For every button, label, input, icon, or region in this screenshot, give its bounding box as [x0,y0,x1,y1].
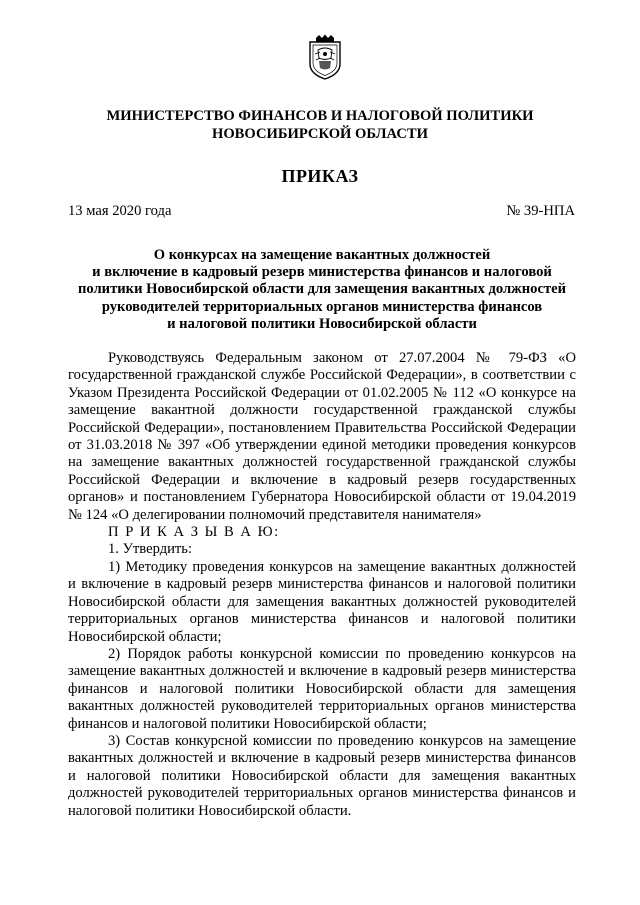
document-body [68,350,576,820]
document-type-title: ПРИКАЗ [281,166,359,186]
subject-line-4: руководителей территориальных органов министерства финансов [101,298,543,315]
item-1-2: 2) Порядок работы конкурсной комиссии по проведению конкурсов на замещение вакантных должностей и включение в кадровый резерв министерства финансов и налоговой политики Новосибирской области для замещения вакантных должностей руководителей территориальных органов министерства финансов и налоговой политики Новосибирской области; [68,645,576,732]
subject-line-5: и налоговой политики Новосибирской области [167,315,477,332]
document-date: 13 мая 2020 года [68,203,172,219]
ministry-line-2: НОВОСИБИРСКОЙ ОБЛАСТИ [211,126,428,142]
ministry-line-1: МИНИСТЕРСТВО ФИНАНСОВ И НАЛОГОВОЙ ПОЛИТИКИ [106,108,534,124]
item-1: 1. Утвердить: [108,541,193,558]
subject-line-2: и включение в кадровый резерв министерства финансов и налоговой [92,264,552,281]
ministry-name [40,107,600,143]
document-number: № 39-НПА [506,203,575,219]
preamble-paragraph: Руководствуясь Федеральным законом от 27.07.2004 № 79-ФЗ «О государственной гражданской службе Российской Федерации», в соответствии с Указом Президента Российской Федерации от 01.02.2005 № 112 «О конкурсе на замещение вакантной должности государственной гражданской службы Российской Федерации», постановлением Правительства Российской Федерации от 31.03.2018 № 397 «Об утверждении единой методики проведения конкурсов на замещение вакантных должностей государственной гражданской службы Российской Федерации и включение в кадровый резерв государственных органов» и постановлением Губернатора Новосибирской области от 19.04.2019 № 124 «О делегировании полномочий представителя нанимателя» [68,350,576,523]
order-directive: П Р И К А З Ы В А Ю: [108,524,280,541]
document-subject [68,247,576,333]
item-1-3: 3) Состав конкурсной комиссии по проведению конкурсов на замещение вакантных должностей и включение в кадровый резерв министерства финансов и налоговой политики Новосибирской области для замещения вакантных должностей руководителей территориальных органов министерства финансов и налоговой политики Новосибирской области. [68,732,576,819]
subject-line-1: О конкурсах на замещение вакантных должностей [153,247,491,263]
subject-line-3: политики Новосибирской области для замещения вакантных должностей [77,281,567,298]
item-1-1: 1) Методику проведения конкурсов на замещение вакантных должностей и включение в кадровый резерв министерства финансов и налоговой политики Новосибирской области для замещения вакантных должностей руководителей территориальных органов министерства финансов и налоговой политики Новосибирской области; [68,558,576,645]
coat-of-arms-icon [306,34,344,80]
